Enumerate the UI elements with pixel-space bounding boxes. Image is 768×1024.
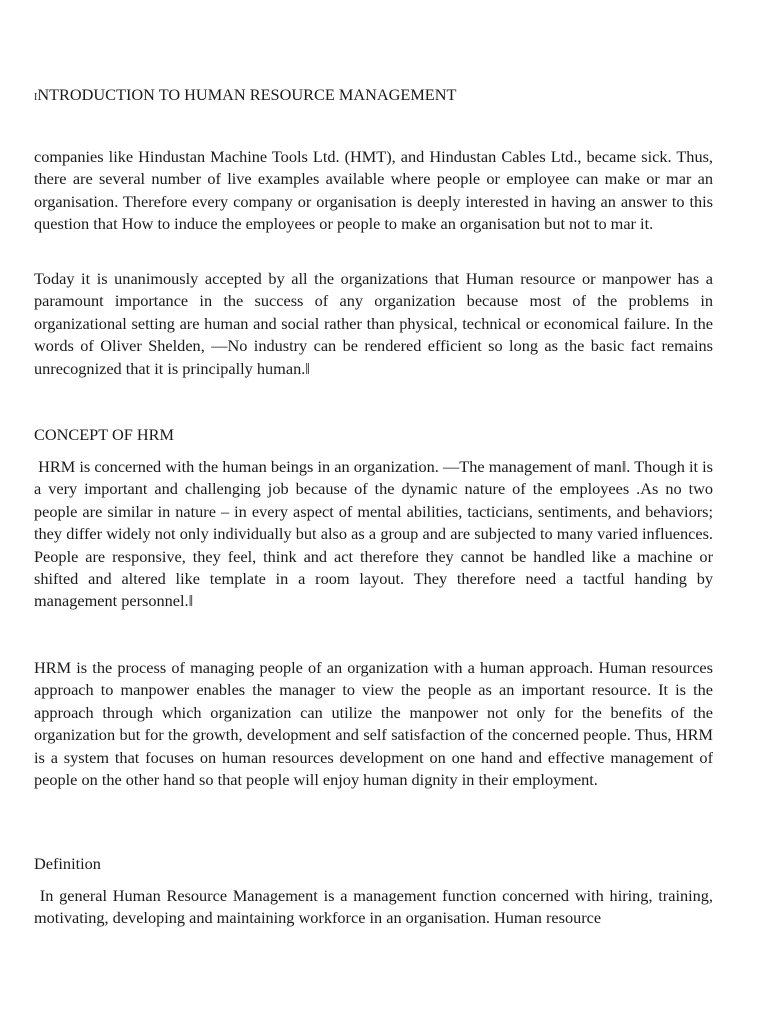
section-heading-concept: CONCEPT OF HRM [34, 425, 174, 444]
definition-paragraph: In general Human Resource Management is a management function concerned with hiring, training, motivating, developing and maintaining workforce in an organisation. Human resource [34, 886, 713, 928]
section-heading-definition: Definition [34, 854, 101, 873]
page-title-initial: I [34, 92, 38, 103]
intro-paragraph-1: companies like Hindustan Machine Tools Ltd. (HMT), and Hindustan Cables Ltd., became sick. Thus, there are several number of live examples available where people or employee can make or mar an organisation. Therefore every company or organisation is deeply interested in having an answer to this question that How to induce the employees or people to make an organisation but not to mar it. [34, 147, 713, 234]
intro-paragraph-2: Today it is unanimously accepted by all the organizations that Human resource or manpower has a paramount importance in the success of any organization because most of the problems in organizational setting are human and social rather than physical, technical or economical failure. In the words of Oliver Shelden, —No industry can be rendered efficient so long as the basic fact remains unrecognized that it is principally human.‖ [34, 269, 713, 378]
page-title [34, 84, 713, 109]
page-title-text: NTRODUCTION TO HUMAN RESOURCE MANAGEMENT [37, 85, 457, 104]
concept-paragraph-2: HRM is the process of managing people of an organization with a human approach. Human resources approach to manpower enables the manager to view the people as an important resource. It is the approach through which organization can utilize the manpower not only for the benefits of the organization but for the growth, development and self satisfaction of the concerned people. Thus, HRM is a system that focuses on human resources development on one hand and effective management of people on the other hand so that people will enjoy human dignity in their employment. [34, 658, 713, 790]
concept-paragraph-1: HRM is concerned with the human beings in an organization. —The management of man‖. Though it is a very important and challenging job because of the dynamic nature of the employees .As no two people are similar in nature – in every aspect of mental abilities, tacticians, sentiments, and behaviors; they differ widely not only individually but also as a group and are subjected to many varied influences. People are responsive, they feel, think and act therefore they cannot be handled like a machine or shifted and altered like template in a room layout. They therefore need a tactful handing by management personnel.‖ [34, 457, 713, 611]
